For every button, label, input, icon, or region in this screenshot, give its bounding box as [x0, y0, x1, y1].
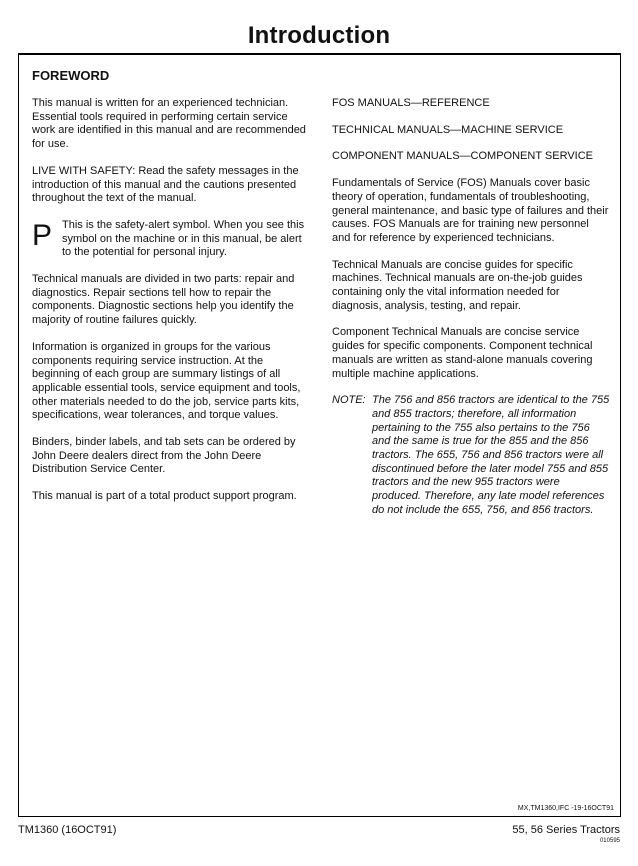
safety-alert-text: This is the safety-alert symbol. When you see this symbol on the machine or in this manual, be alert to the potential for personal injury.: [62, 218, 305, 259]
bottom-rule: [18, 816, 621, 817]
paragraph-technical-manuals: Technical Manuals are concise guides for specific machines. Technical manuals are on-the-job guides containing only the vital information needed for diagnosis, analysis, testing, and repair.: [332, 258, 583, 312]
paragraph-binders: Binders, binder labels, and tab sets can be ordered by John Deere dealers direct from the John Deere Distribution Service Center.: [32, 436, 296, 476]
paragraph-intro: This manual is written for an experienced technician. Essential tools required in performing certain service work are identified in this manual and are recommended for use.: [32, 97, 306, 151]
right-column: [332, 97, 610, 518]
paragraph-fos-manuals: Fundamentals of Service (FOS) Manuals cover basic theory of operation, fundamentals of troubleshooting, general maintenance, and basic type of failures and their causes. FOS Manuals are for training new personnel and for reference by experienced technicians.: [332, 177, 609, 244]
paragraph-manual-parts: Technical manuals are divided in two parts: repair and diagnostics. Repair sections tell how to repair the components. Diagnostic sections help you identify the majority of routine failures quickly.: [32, 273, 295, 327]
safety-alert-icon: P: [32, 218, 53, 252]
footer-page-code: 010595: [599, 838, 620, 844]
section-heading: FOREWORD: [32, 68, 110, 83]
footer-manual-id: TM1360 (16OCT91): [18, 824, 117, 836]
note-text: The 756 and 856 tractors are identical to the 755 and 855 tractors; therefore, all information pertaining to the 755 also pertains to the 756 and the same is true for the 855 and the 856 tractors. The 655, 756 and 856 tractors were all discontinued before the later model 755 and 855 tractors and the new 955 tractors were produced. Therefore, any late model references do not include the 655, 756, and 856 tractors.: [372, 394, 610, 516]
note-block: [332, 394, 610, 517]
page-title: Introduction: [247, 22, 391, 49]
paragraph-component-manuals: Component Technical Manuals are concise service guides for specific components. Component technical manuals are written as stand-alone manuals covering multiple machine applications.: [332, 326, 593, 380]
paragraph-live-with-safety: LIVE WITH SAFETY: Read the safety messages in the introduction of this manual and the cautions presented throughout the text of the manual.: [32, 164, 299, 205]
block-code: MX,TM1360,IFC -19-16OCT91: [517, 805, 614, 812]
manual-type-component: COMPONENT MANUALS—COMPONENT SERVICE: [332, 150, 593, 163]
top-rule: [18, 53, 621, 55]
manual-type-fos: FOS MANUALS—REFERENCE: [332, 97, 490, 109]
footer-product-line: 55, 56 Series Tractors: [512, 824, 620, 836]
left-column: [32, 97, 307, 517]
frame-right-border: [620, 55, 621, 816]
frame-left-border: [18, 55, 19, 816]
paragraph-support-program: This manual is part of a total product support program.: [32, 490, 297, 503]
manual-type-technical: TECHNICAL MANUALS—MACHINE SERVICE: [332, 123, 564, 136]
safety-alert-block: [32, 219, 307, 260]
paragraph-organization: Information is organized in groups for the various components requiring service instruction. At the beginning of each group are summary listings of all applicable essential tools, service equipment and tools, other materials needed to do the job, service parts kits, specifications, wear tolerances, and torque values.: [32, 340, 301, 422]
note-label: NOTE:: [332, 394, 366, 407]
